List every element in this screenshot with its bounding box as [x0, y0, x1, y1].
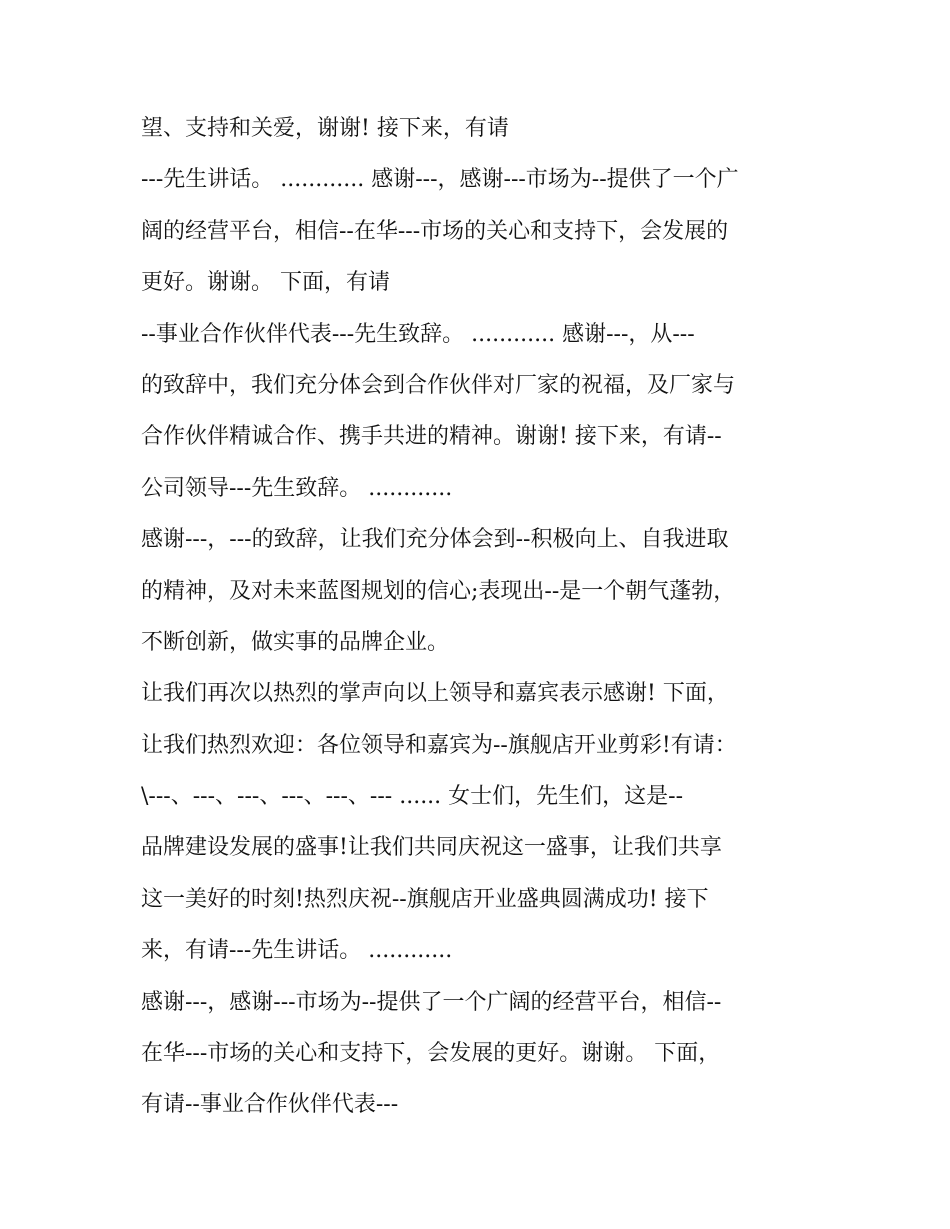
text-line: 更好。谢谢。 下面，有请 [141, 270, 390, 296]
text-line: 让我们再次以热烈的掌声向以上领导和嘉宾表示感谢! 下面， [141, 681, 729, 707]
text-line: 感谢---，感谢---市场为--提供了一个广阔的经营平台，相信-- [141, 989, 722, 1015]
text-line: \---、---、---、---、---、--- ...... 女士们，先生们，这是-- [141, 784, 684, 810]
text-line: 的致辞中，我们充分体会到合作伙伴对厂家的祝福，及厂家与 [141, 372, 736, 398]
text-line: 望、支持和关爱，谢谢! 接下来，有请 [141, 116, 509, 141]
text-line: --事业合作伙伴代表---先生致辞。 ............ 感谢---，从--- [141, 321, 695, 347]
text-line: 在华---市场的关心和支持下，会发展的更好。谢谢。 下面， [141, 1041, 721, 1067]
text-line: 有请--事业合作伙伴代表--- [141, 1092, 399, 1118]
text-line: 来，有请---先生讲话。 ............ [141, 938, 453, 964]
document-body [141, 107, 821, 1135]
text-line: 感谢---，---的致辞，让我们充分体会到--积极向上、自我进取 [141, 527, 729, 553]
text-line: 品牌建设发展的盛事!让我们共同庆祝这一盛事，让我们共享 [141, 835, 722, 861]
text-line: 这一美好的时刻!热烈庆祝--旗舰店开业盛典圆满成功! 接下 [141, 886, 709, 912]
text-line: 不断创新，做实事的品牌企业。 [141, 629, 450, 655]
text-line: 合作伙伴精诚合作、携手共进的精神。谢谢! 接下来，有请-- [141, 424, 722, 450]
text-line: 公司领导---先生致辞。 ............ [141, 475, 453, 501]
text-line: 让我们热烈欢迎：各位领导和嘉宾为--旗舰店开业剪彩!有请： [141, 732, 737, 758]
text-line: ---先生讲话。 ............ 感谢---，感谢---市场为--提供了一个广 [141, 167, 739, 193]
text-line: 的精神，及对未来蓝图规划的信心;表现出--是一个朝气蓬勃， [141, 578, 736, 604]
text-line: 阔的经营平台，相信--在华---市场的关心和支持下，会发展的 [141, 218, 729, 244]
